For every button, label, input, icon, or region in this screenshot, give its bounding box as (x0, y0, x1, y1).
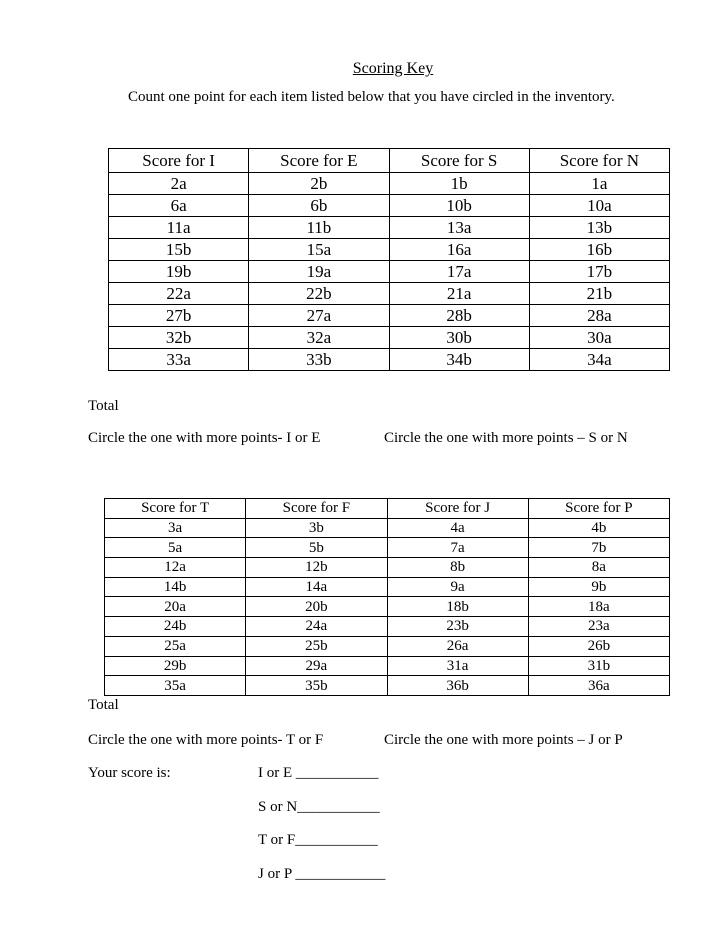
score-line-ie: I or E ___________ (258, 765, 379, 781)
table-cell: 23a (528, 617, 669, 637)
column-header: Score for P (528, 499, 669, 519)
table-cell: 36b (387, 676, 528, 696)
table-cell: 9b (528, 577, 669, 597)
table-cell: 7a (387, 538, 528, 558)
table-cell: 21b (529, 283, 669, 305)
table-cell: 30b (389, 327, 529, 349)
table-cell: 2b (249, 173, 389, 195)
table-cell: 19a (249, 261, 389, 283)
table-cell: 23b (387, 617, 528, 637)
table-row (109, 195, 670, 217)
table-cell: 24a (246, 617, 387, 637)
score-line-sn: S or N___________ (258, 799, 380, 815)
total-label: Total (88, 398, 119, 414)
table-cell: 17a (389, 261, 529, 283)
table-cell: 36a (528, 676, 669, 696)
score-table-tf-jp (104, 498, 670, 696)
score-line-tf: T or F___________ (258, 832, 378, 848)
table-cell: 33b (249, 349, 389, 371)
table-cell: 35a (105, 676, 246, 696)
table-row (105, 518, 670, 538)
table-cell: 6b (249, 195, 389, 217)
your-score-label: Your score is: (88, 765, 171, 781)
table-cell: 11b (249, 217, 389, 239)
score-table-ie-sn (108, 148, 670, 371)
table-cell: 3b (246, 518, 387, 538)
circle-instruction-jp: Circle the one with more points – J or P (384, 732, 623, 748)
table-cell: 12b (246, 558, 387, 578)
table-cell: 1b (389, 173, 529, 195)
table-cell: 35b (246, 676, 387, 696)
table-cell: 29b (105, 656, 246, 676)
table-row (109, 261, 670, 283)
table-row (105, 597, 670, 617)
table-cell: 20b (246, 597, 387, 617)
table-cell: 3a (105, 518, 246, 538)
table-cell: 15a (249, 239, 389, 261)
table-cell: 27a (249, 305, 389, 327)
table-cell: 5b (246, 538, 387, 558)
table-cell: 32b (109, 327, 249, 349)
table-cell: 6a (109, 195, 249, 217)
table-cell: 9a (387, 577, 528, 597)
table-cell: 26b (528, 636, 669, 656)
table-cell: 30a (529, 327, 669, 349)
page-title: Scoring Key (352, 60, 434, 77)
table-row (109, 217, 670, 239)
table-cell: 13b (529, 217, 669, 239)
table-row (109, 283, 670, 305)
column-header: Score for I (109, 149, 249, 173)
circle-instruction-tf: Circle the one with more points- T or F (88, 732, 324, 748)
table-cell: 29a (246, 656, 387, 676)
table-cell: 16b (529, 239, 669, 261)
column-header: Score for J (387, 499, 528, 519)
table-cell: 32a (249, 327, 389, 349)
table-cell: 18b (387, 597, 528, 617)
circle-instruction-ie: Circle the one with more points- I or E (88, 430, 321, 446)
table-row (109, 327, 670, 349)
table-cell: 28b (389, 305, 529, 327)
table-row (105, 577, 670, 597)
table-cell: 17b (529, 261, 669, 283)
instructions: Count one point for each item listed below that you have circled in the inventory. (128, 89, 615, 105)
table-row (109, 173, 670, 195)
table-cell: 25a (105, 636, 246, 656)
table-row (109, 305, 670, 327)
table-cell: 33a (109, 349, 249, 371)
table-cell: 25b (246, 636, 387, 656)
table-cell: 34b (389, 349, 529, 371)
column-header: Score for S (389, 149, 529, 173)
table-cell: 8a (528, 558, 669, 578)
table-cell: 4b (528, 518, 669, 538)
table-row (109, 239, 670, 261)
table-cell: 5a (105, 538, 246, 558)
table-cell: 16a (389, 239, 529, 261)
table-cell: 7b (528, 538, 669, 558)
table-cell: 4a (387, 518, 528, 538)
table-row (105, 636, 670, 656)
table-row (105, 558, 670, 578)
table-header-row (105, 499, 670, 519)
column-header: Score for F (246, 499, 387, 519)
table-cell: 11a (109, 217, 249, 239)
table-cell: 18a (528, 597, 669, 617)
column-header: Score for T (105, 499, 246, 519)
table-cell: 13a (389, 217, 529, 239)
table-cell: 24b (105, 617, 246, 637)
table-cell: 10b (389, 195, 529, 217)
table-cell: 22b (249, 283, 389, 305)
table-cell: 22a (109, 283, 249, 305)
table-cell: 34a (529, 349, 669, 371)
table-cell: 1a (529, 173, 669, 195)
table-row (105, 617, 670, 637)
table-cell: 20a (105, 597, 246, 617)
table-cell: 31a (387, 656, 528, 676)
table-header-row (109, 149, 670, 173)
circle-instruction-sn: Circle the one with more points – S or N (384, 430, 628, 446)
column-header: Score for N (529, 149, 669, 173)
table-cell: 10a (529, 195, 669, 217)
table-cell: 21a (389, 283, 529, 305)
table-cell: 14a (246, 577, 387, 597)
table-cell: 12a (105, 558, 246, 578)
table-row (105, 656, 670, 676)
table-row (109, 349, 670, 371)
score-line-jp: J or P ____________ (258, 866, 386, 882)
table-row (105, 538, 670, 558)
table-cell: 8b (387, 558, 528, 578)
table-cell: 28a (529, 305, 669, 327)
table-cell: 26a (387, 636, 528, 656)
total-label: Total (88, 697, 119, 713)
table-row (105, 676, 670, 696)
column-header: Score for E (249, 149, 389, 173)
table-cell: 19b (109, 261, 249, 283)
table-cell: 27b (109, 305, 249, 327)
table-cell: 2a (109, 173, 249, 195)
table-cell: 14b (105, 577, 246, 597)
table-cell: 15b (109, 239, 249, 261)
table-cell: 31b (528, 656, 669, 676)
